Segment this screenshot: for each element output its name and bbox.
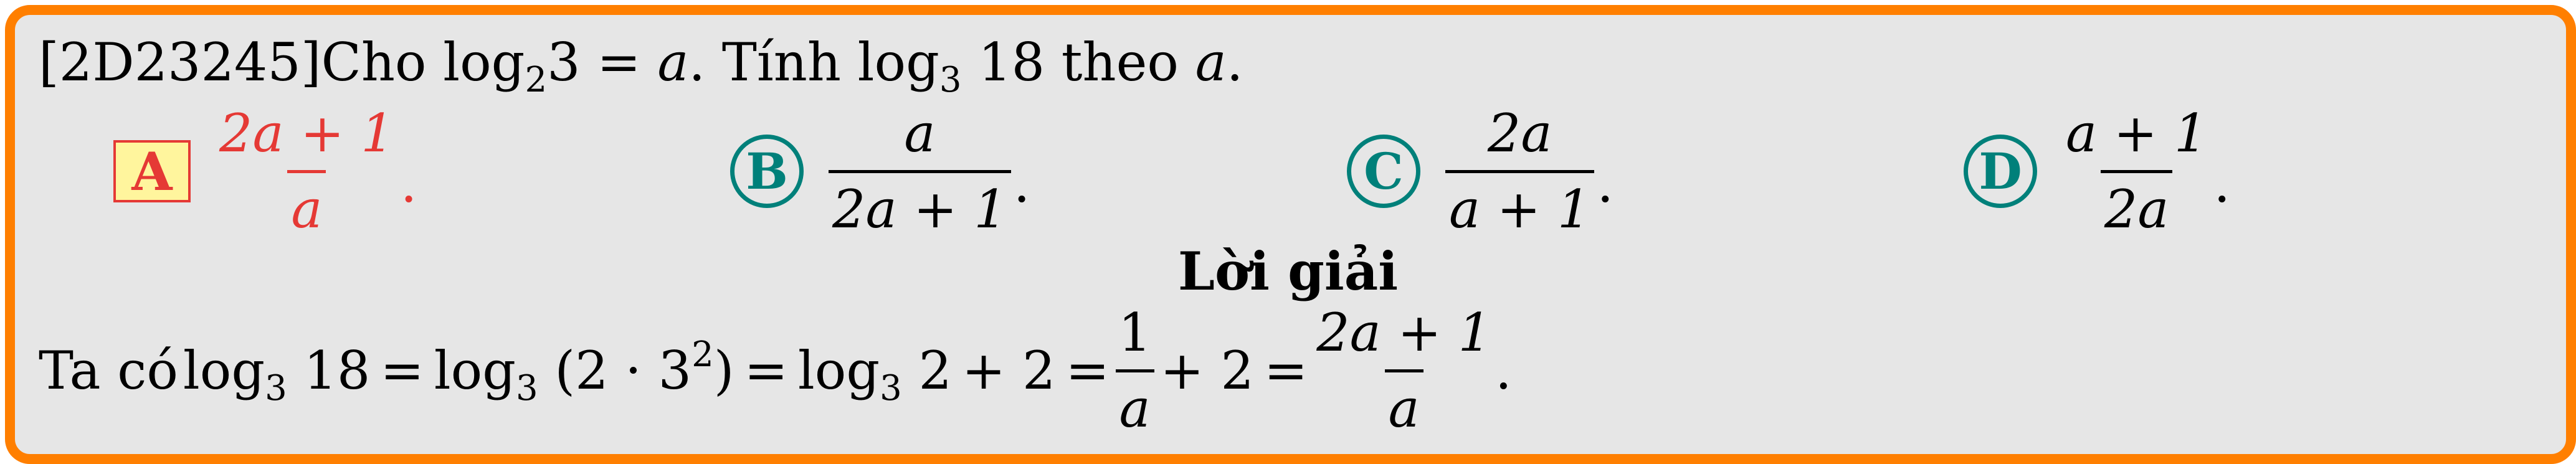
option-a-fraction: $\frac{2a + 1}{a}$ — [219, 102, 394, 240]
option-b[interactable]: B $\frac{a}{2a + 1}$ . — [730, 100, 1030, 243]
solution-heading: Lời giải — [1177, 240, 1399, 302]
option-d[interactable]: D $\frac{a + 1}{2a}$ . — [1964, 100, 2230, 243]
option-c[interactable]: C $\frac{2a}{a + 1}$ . — [1347, 100, 1614, 243]
option-b-badge: B — [730, 135, 804, 208]
option-d-badge: D — [1964, 135, 2037, 208]
option-b-fraction: $\frac{a}{2a + 1}$ — [829, 103, 1011, 239]
option-a[interactable]: A $\frac{2a + 1}{a}$ . — [113, 100, 417, 243]
solution-fraction-2: $\frac{2a + 1}{a}$ — [1316, 301, 1491, 439]
option-d-fraction: $\frac{a + 1}{2a}$ — [2066, 102, 2208, 240]
question-id: [2D23245] — [39, 32, 321, 93]
solution-text: Ta có $\log_3 18$ = $\log_3 (2 \cdot 3^2)$ = $\log_3 2$ + 2 = $\frac{1}{a}$ + 2 = $\frac{2a + 1}{a}$ . — [39, 301, 1512, 439]
option-c-badge: C — [1347, 135, 1420, 208]
question-text: [2D23245]Cho $\log_23 = a$. Tính $\log_3 18$ theo a. — [39, 32, 1243, 100]
option-c-fraction: $\frac{2a}{a + 1}$ — [1445, 103, 1594, 239]
solution-fraction-1: $\frac{1}{a}$ — [1115, 303, 1155, 438]
option-a-badge: A — [113, 140, 191, 202]
